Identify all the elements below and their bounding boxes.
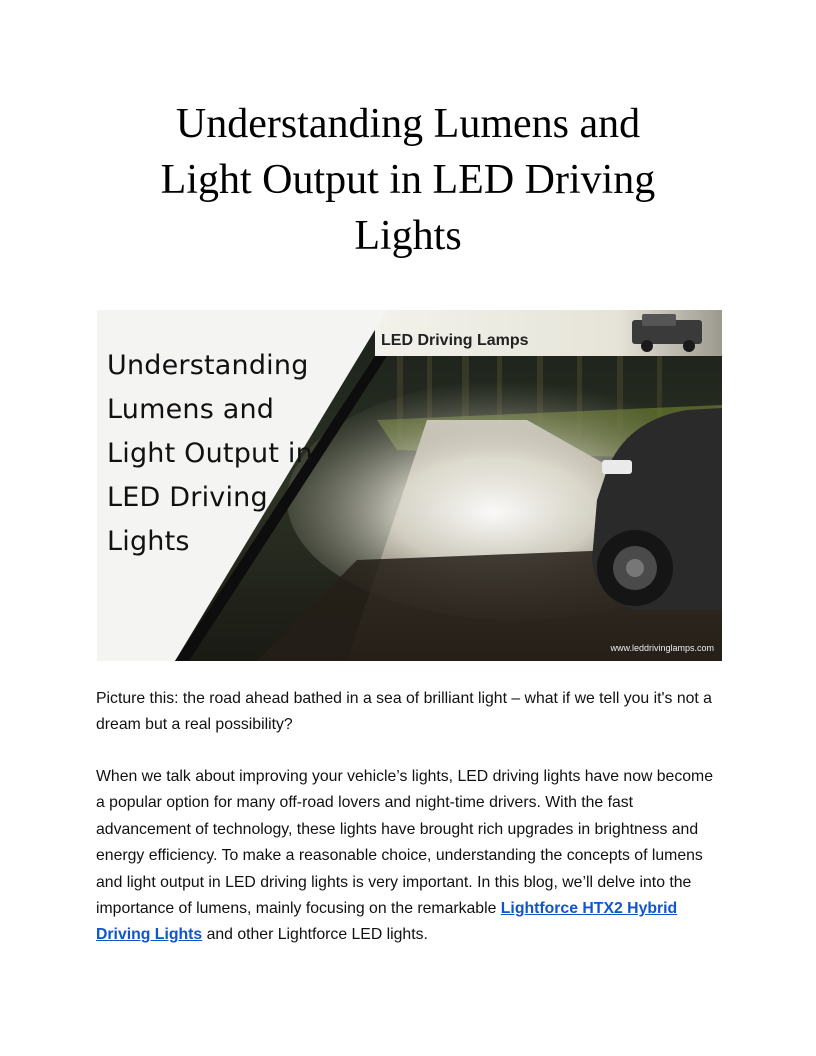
title-line-2: Light Output in LED Driving	[160, 157, 656, 203]
hero-line-4: LED Driving	[107, 482, 268, 513]
body-text-after-link: and other Lightforce LED lights.	[202, 926, 428, 944]
body-text-before-link: When we talk about improving your vehicle’s lights, LED driving lights have now become a popular option for many off-road lovers and night-time drivers. With the fast advancement of technology, these lights have brought rich upgrades in brightness and energy efficiency. To make a reasonable choice, understanding the concepts of lumens and light output in LED driving lights is very important. In this blog, we’ll delve into the importance of lumens, mainly focusing on the remarkable	[96, 768, 713, 918]
hero-line-3: Light Output in	[107, 438, 313, 469]
image-watermark: www.leddrivinglamps.com	[610, 643, 714, 653]
banner-label: LED Driving Lamps	[381, 332, 529, 349]
title-line-1: Understanding Lumens and	[175, 101, 641, 147]
title-line-3: Lights	[354, 213, 462, 259]
hero-line-5: Lights	[107, 526, 190, 557]
body-paragraph	[96, 764, 726, 949]
hero-image	[97, 310, 722, 661]
hero-line-1: Understanding	[107, 350, 309, 381]
hero-line-2: Lumens and	[107, 394, 275, 425]
intro-paragraph: Picture this: the road ahead bathed in a sea of brilliant light – what if we tell you it's not a dream but a real possibility?	[96, 690, 712, 734]
hero-overlay-text	[107, 344, 313, 564]
page-title	[96, 96, 720, 264]
product-link[interactable]: Lightforce HTX2 Hybrid Driving Lights	[96, 900, 678, 944]
